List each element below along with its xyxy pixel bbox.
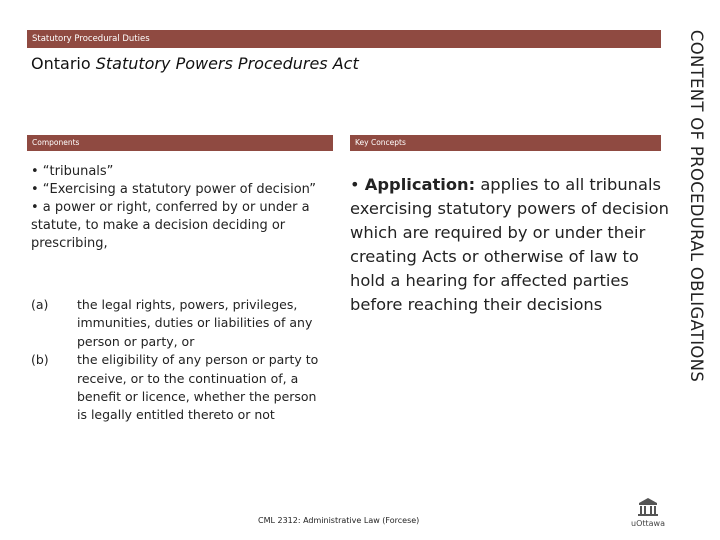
sub-item [31, 296, 331, 351]
key-concepts-header [350, 135, 661, 151]
sub-item-text: the legal rights, powers, privileges, immunities, duties or liabilities of any person or party, or [77, 297, 313, 349]
key-concepts-heading: Key Concepts [355, 138, 406, 147]
key-concept-application [350, 173, 670, 317]
title-act-name: Statutory Powers Procedures Act [95, 54, 359, 73]
sub-item [31, 351, 331, 425]
components-header [27, 135, 333, 151]
key-concept-bullet: • [350, 175, 365, 194]
university-logo [626, 496, 670, 532]
section-label: Statutory Procedural Duties [32, 34, 150, 44]
components-sub-items [31, 296, 331, 425]
title-prefix: Ontario [31, 54, 96, 73]
key-concept-term: Application: [364, 175, 476, 194]
component-bullet: • a power or right, conferred by or under a statute, to make a decision deciding or prescribing, [31, 200, 310, 251]
section-header-bar [27, 30, 661, 48]
footer-course-label: CML 2312: Administrative Law (Forcese) [258, 516, 420, 525]
building-icon [626, 496, 670, 518]
vertical-section-label: CONTENT OF PROCEDURAL OBLIGATIONS [687, 29, 706, 383]
components-heading: Components [32, 138, 80, 147]
component-bullet: • “tribunals” [31, 164, 114, 179]
sub-item-label: (b) [31, 352, 49, 368]
key-concept-text: applies to all tribunals exercising statutory powers of decision which are required by or under their creating Acts or otherwise of law to hold a hearing for affected parties before reaching their decisions [350, 175, 669, 314]
components-list [31, 163, 321, 253]
sub-item-text: the eligibility of any person or party to receive, or to the continuation of, a benefit or licence, whether the person is legally entitled thereto or not [77, 352, 319, 423]
page-title [31, 54, 359, 73]
sub-item-label: (a) [31, 297, 49, 312]
component-bullet: • “Exercising a statutory power of decision” [31, 182, 316, 197]
logo-wordmark: uOttawa [631, 519, 665, 528]
